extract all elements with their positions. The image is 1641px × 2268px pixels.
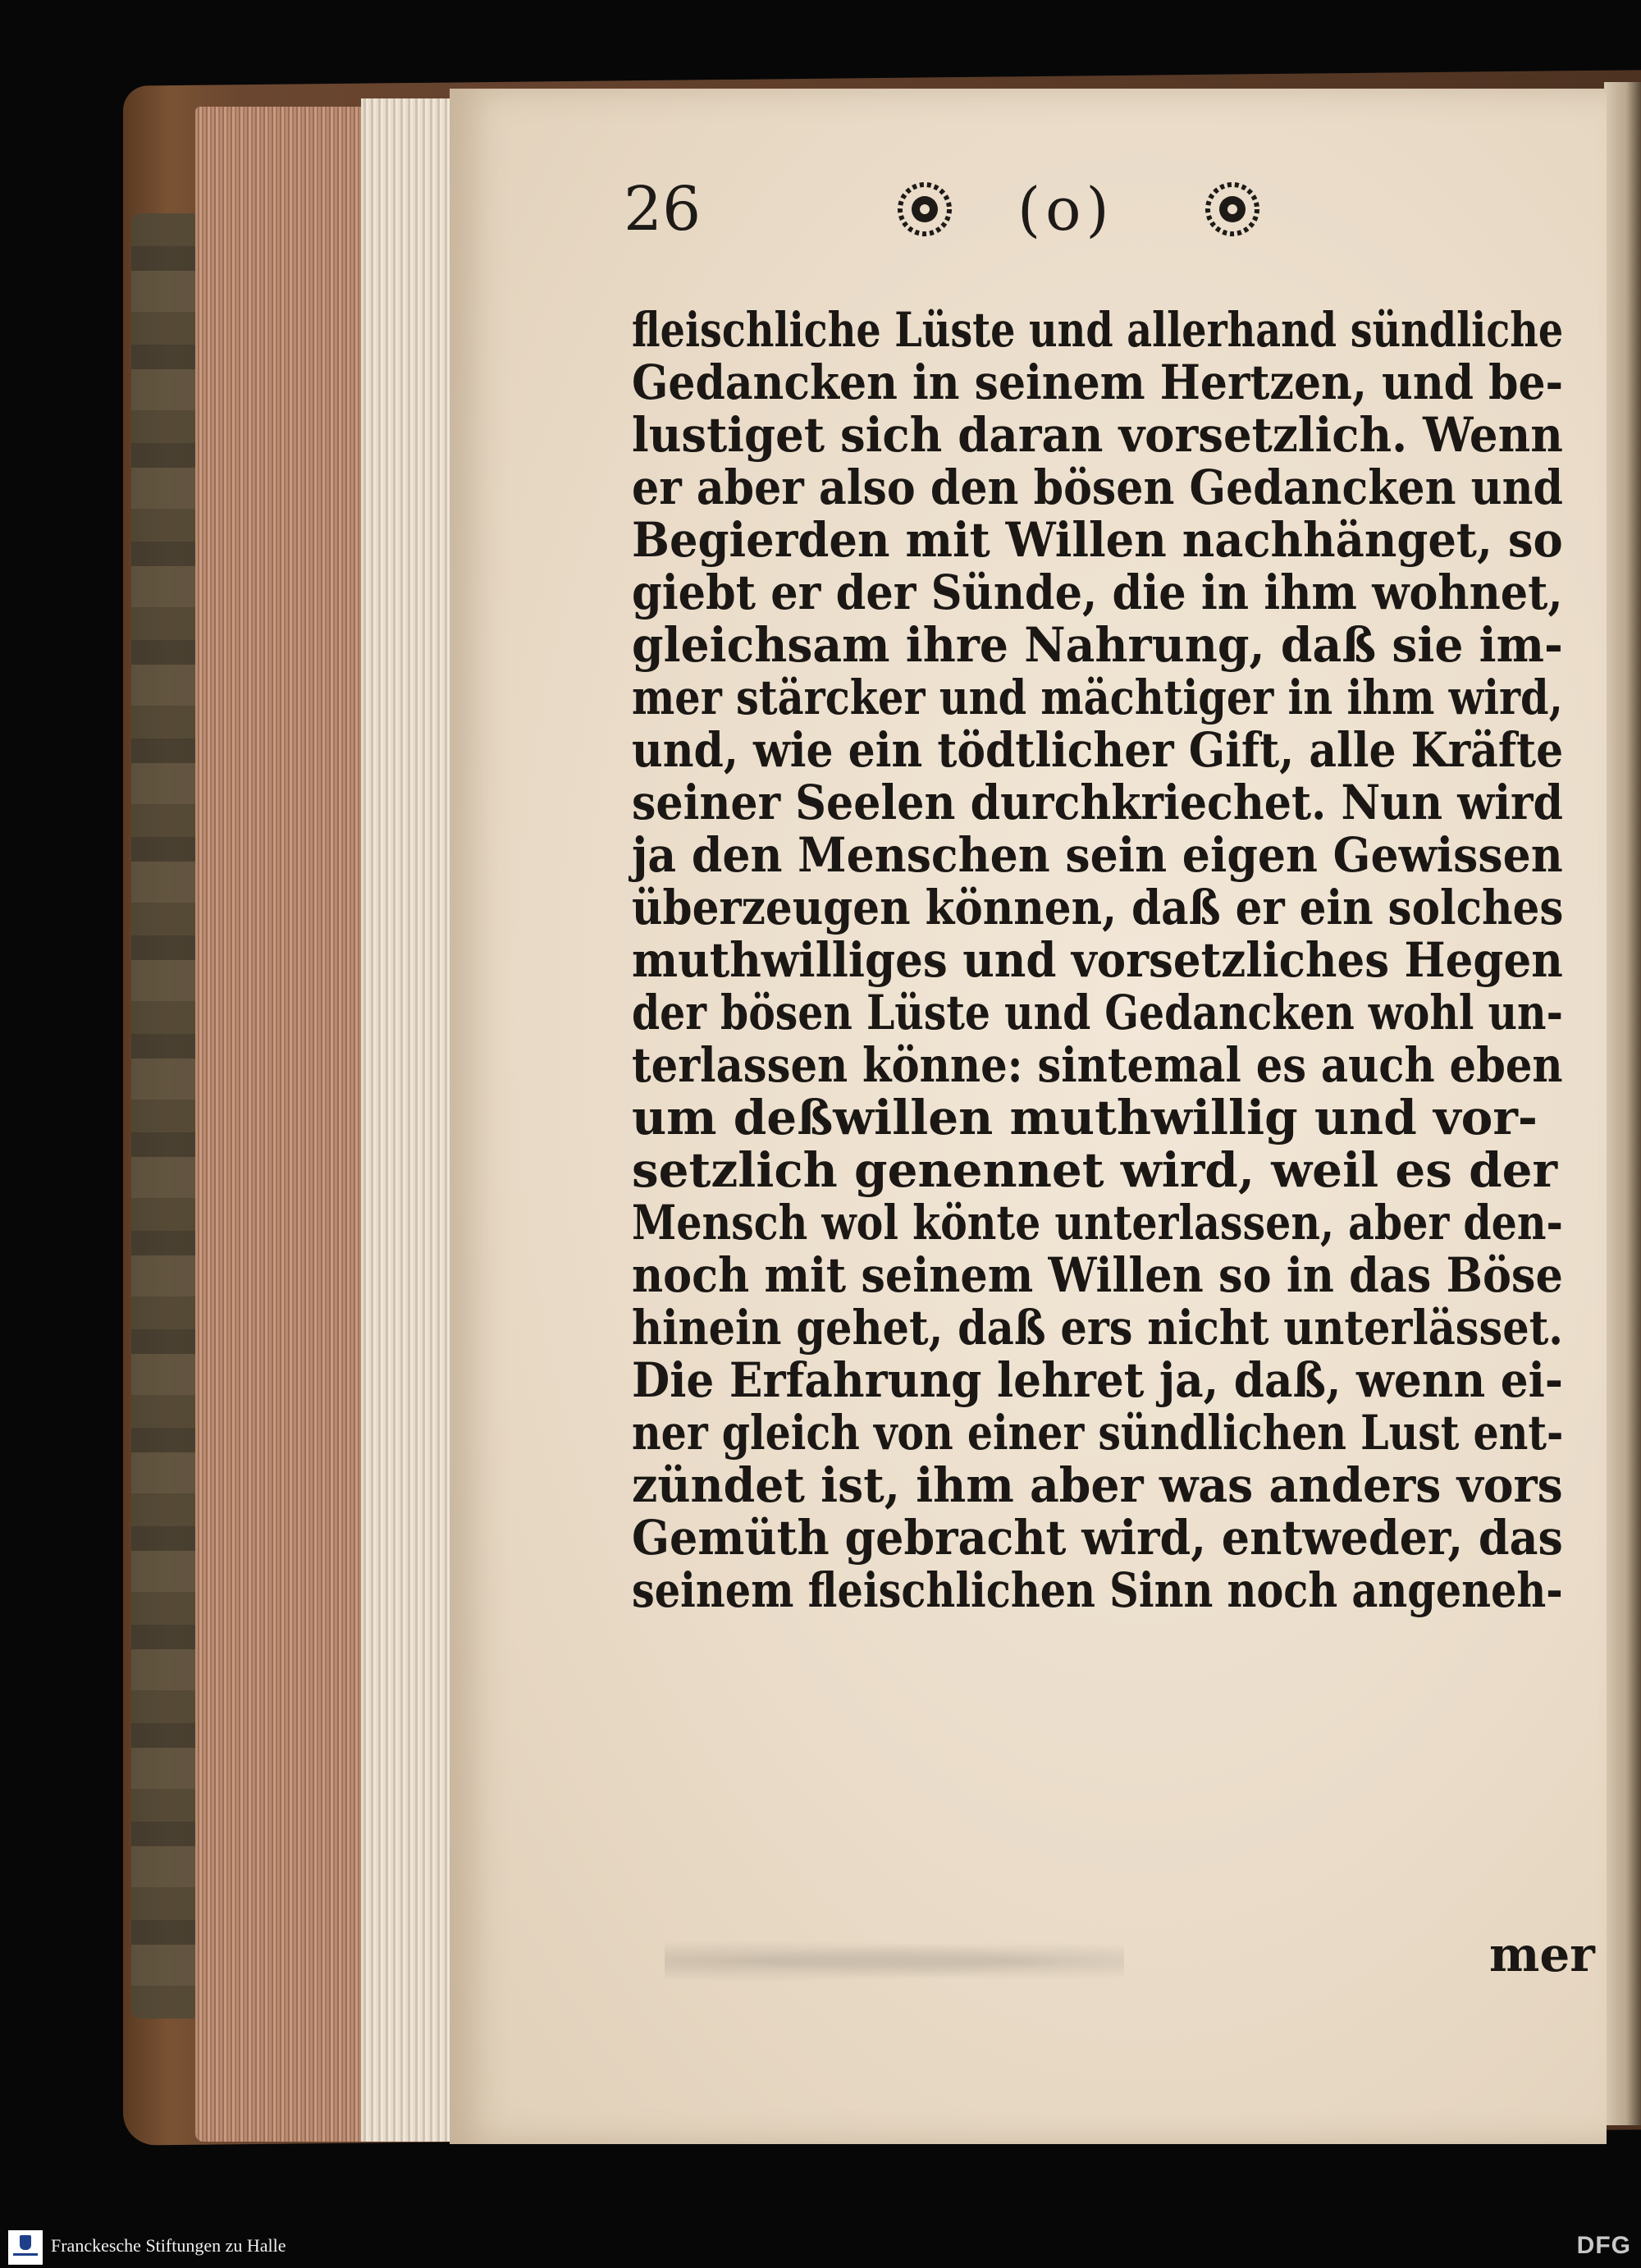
rosette-icon [1202,179,1263,240]
text-line: der bösen Lüste und Gedancken wohl un- [632,985,1563,1040]
text-line: ner gleich von einer sündlichen Lust ent- [632,1405,1564,1461]
text-line: hinein gehet, daß ers nicht unterlässet. [632,1300,1564,1356]
page-block-inner-edges [361,98,459,2142]
text-line: Gedancken in seinem Hertzen, und be- [632,354,1564,410]
text-line: gleichsam ihre Nahrung, daß sie im- [632,617,1563,673]
logo-mark [20,2235,31,2250]
text-line: seinem fleischlichen Sinn noch angeneh- [632,1562,1563,1618]
text-line: lustiget sich daran vorsetzlich. Wenn [632,407,1563,463]
text-line: fleischliche Lüste und allerhand sündliche [632,302,1564,358]
body-text [632,304,1563,1616]
bleed-through-smudge [665,1936,1124,1986]
rosette-icon [894,179,955,240]
text-line: giebt er der Sünde, die in ihm wohnet, [632,565,1563,620]
funder-logo: DFG [1576,2232,1631,2259]
text-line: terlassen könne: sintemal es auch eben [632,1037,1563,1093]
logo-base [13,2253,38,2256]
text-line: und, wie ein tödtlicher Gift, alle Kräfte [632,722,1564,778]
page-number: 26 [624,174,702,245]
text-line: noch mit seinem Willen so in das Böse [632,1247,1563,1303]
text-line: Begierden mit Willen nachhänget, so [632,512,1563,568]
text-line: Gemüth gebracht wird, entweder, das [632,1510,1563,1566]
institution-name: Franckesche Stiftungen zu Halle [51,2235,286,2256]
text-line: mer stärcker und mächtiger in ihm wird, [632,670,1563,725]
text-line: setzlich genennet wird, weil es der [632,1142,1558,1198]
text-line: muthwilliges und vorsetzliches Hegen [632,932,1563,988]
text-line: zündet ist, ihm aber was anders vors [632,1457,1563,1513]
text-line: ja den Menschen sein eigen Gewissen [632,827,1563,883]
text-line: seiner Seelen durchkriechet. Nun wird [632,775,1564,830]
francke-foundation-logo-icon [8,2230,43,2265]
running-head [624,172,1280,246]
head-ornament-mark: (o) [1017,175,1114,244]
text-line: um deßwillen muthwillig und vor- [632,1090,1538,1145]
facing-page-edge [1604,82,1641,2125]
marbled-binding [131,213,205,2019]
text-line: Die Erfahrung lehret ja, daß, wenn ei- [632,1352,1564,1408]
catchword: mer [1489,1927,1595,1982]
text-line: überzeugen können, daß er ein solches [632,880,1564,935]
text-line: er aber also den bösen Gedancken und [632,460,1564,515]
text-line: Mensch wol könte unterlassen, aber den- [632,1195,1563,1251]
footer-bar [0,2227,1641,2268]
